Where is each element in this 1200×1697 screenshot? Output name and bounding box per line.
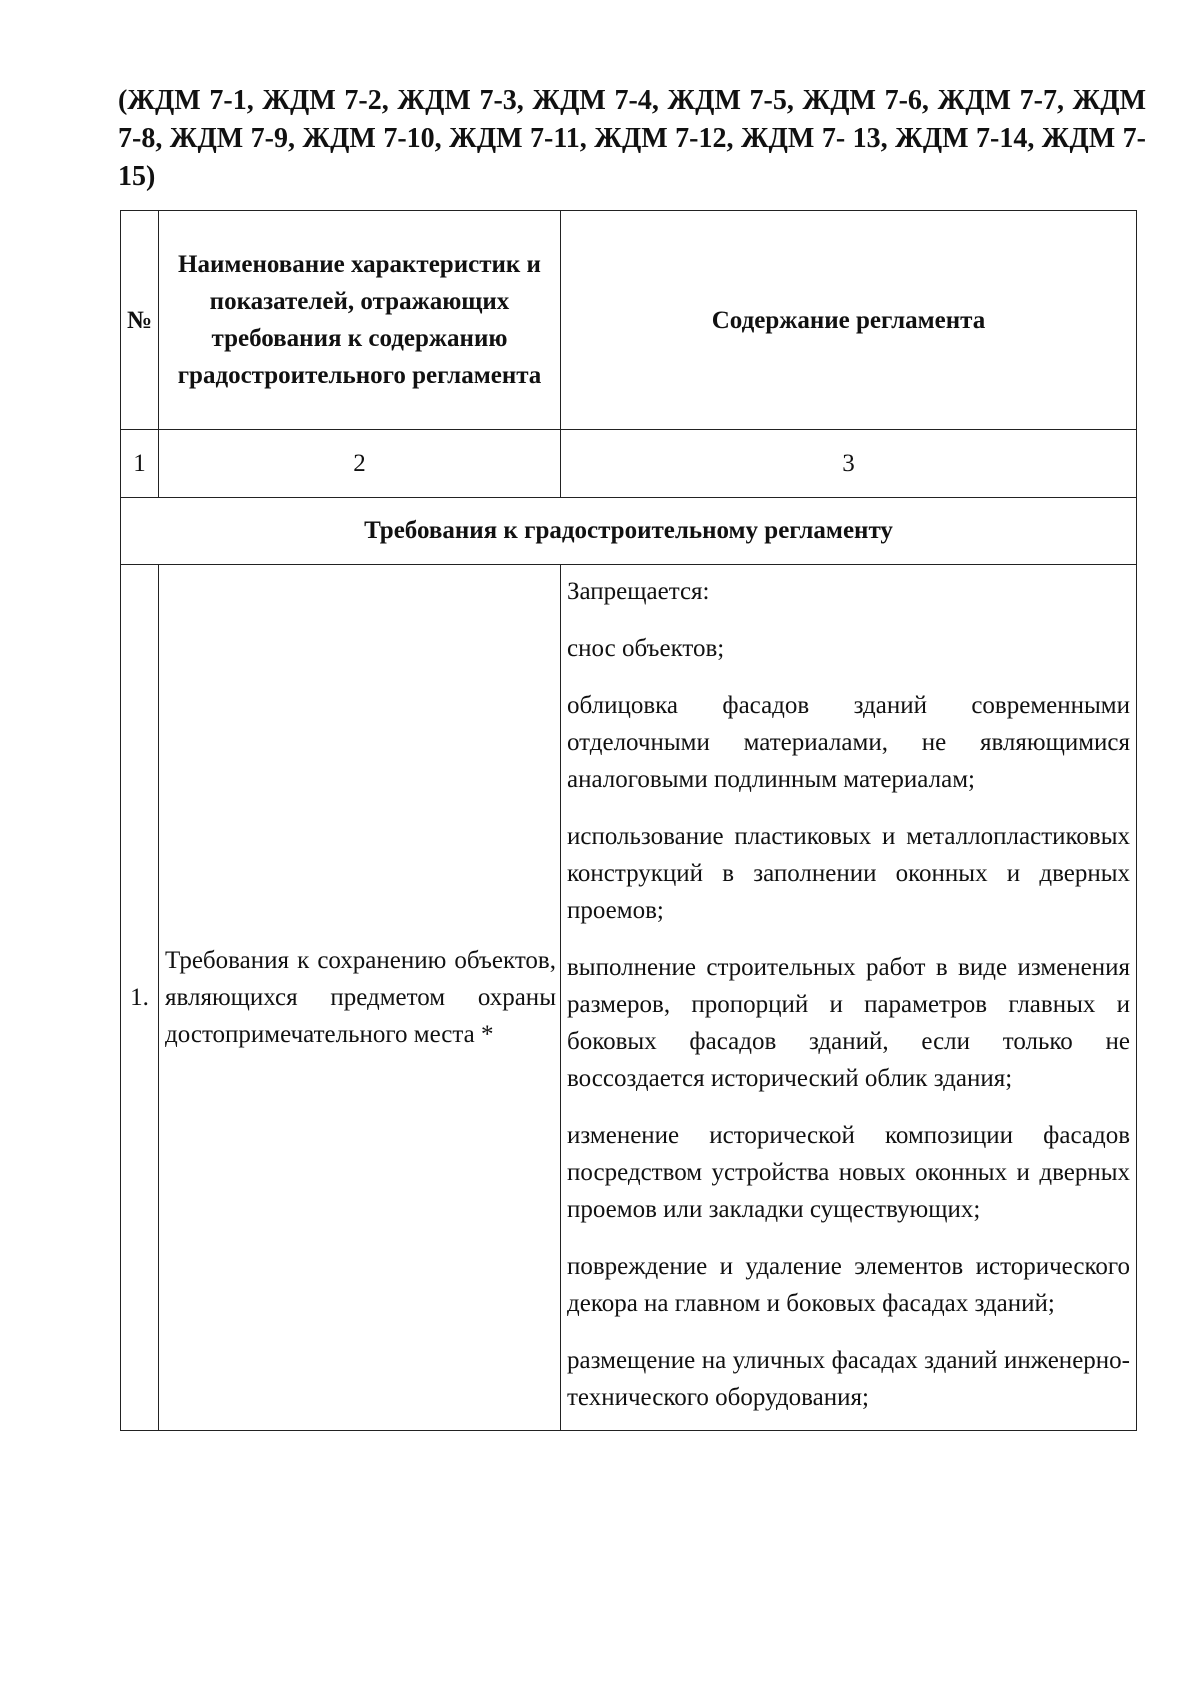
header-content: Содержание регламента xyxy=(561,211,1137,430)
list-item: Запрещается: xyxy=(567,578,710,605)
list-item: облицовка фасадов зданий современными отделочными материалами, не являющимися аналоговыми подлинным материалам; xyxy=(567,692,1130,793)
header-name: Наименование характеристик и показателей, отражающих требования к содержанию градостроительного регламента xyxy=(159,211,561,430)
row-content xyxy=(561,565,1137,1431)
column-number: 3 xyxy=(561,430,1137,498)
section-row xyxy=(121,498,1137,565)
section-title: Требования к градостроительному регламенту xyxy=(121,498,1137,565)
row-number: 1. xyxy=(121,565,159,1431)
row-name: Требования к сохранению объектов, являющихся предметом охраны достопримечательного места * xyxy=(159,565,561,1431)
list-item: использование пластиковых и металлопластиковых конструкций в заполнении оконных и дверных проемов; xyxy=(567,823,1130,924)
table-header-row xyxy=(121,211,1137,430)
header-num: № xyxy=(121,211,159,430)
zones-header: (ЖДМ 7-1, ЖДМ 7-2, ЖДМ 7-3, ЖДМ 7-4, ЖДМ 7-5, ЖДМ 7-6, ЖДМ 7-7, ЖДМ 7-8, ЖДМ 7-9, ЖДМ 7-10, ЖДМ 7-11, ЖДМ 7-12, ЖДМ 7- 13, ЖДМ 7-14, ЖДМ 7-15) xyxy=(118,85,1146,192)
list-item: повреждение и удаление элементов исторического декора на главном и боковых фасадах зданий; xyxy=(567,1253,1130,1317)
list-item: снос объектов; xyxy=(567,635,725,662)
column-number: 2 xyxy=(159,430,561,498)
list-item: выполнение строительных работ в виде изменения размеров, пропорций и параметров главных и боковых фасадов зданий, если только не воссоздается исторический облик здания; xyxy=(567,954,1130,1092)
regulation-table xyxy=(120,210,1137,1431)
table-row xyxy=(121,565,1137,1431)
list-item: изменение исторической композиции фасадов посредством устройства новых оконных и дверных проемов или закладки существующих; xyxy=(567,1122,1130,1223)
list-item: размещение на уличных фасадах зданий инженерно-технического оборудования; xyxy=(567,1347,1130,1411)
column-number: 1 xyxy=(121,430,159,498)
column-number-row xyxy=(121,430,1137,498)
